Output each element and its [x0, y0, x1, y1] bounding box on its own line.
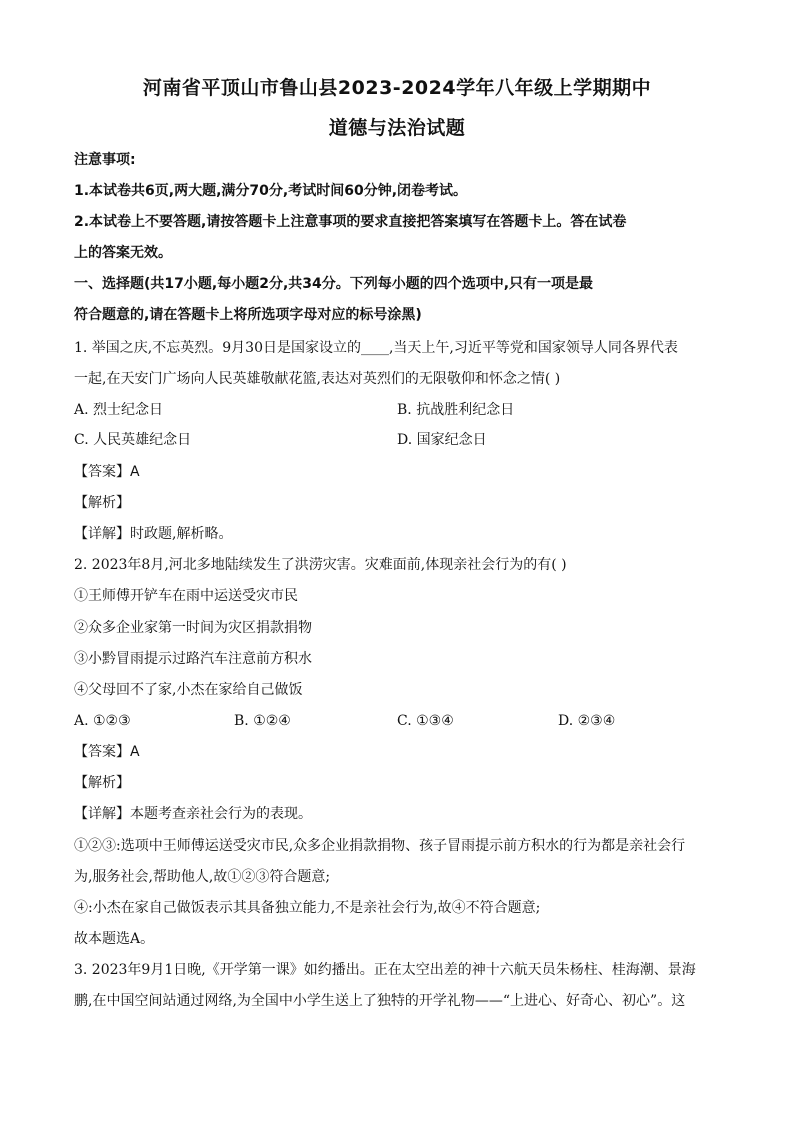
q2-option-a: A. ①②③	[74, 713, 131, 729]
q2-stem: 2. 2023年8月,河北多地陆续发生了洪涝灾害。灾难面前,体现亲社会行为的有( )	[74, 557, 567, 573]
notes-item-2a: 2.本试卷上不要答题,请按答题卡上注意事项的要求直接把答案填写在答题卡上。答在试卷	[74, 214, 627, 230]
q2-option-d: D. ②③④	[558, 713, 616, 729]
q1-option-a: A. 烈士纪念日	[74, 402, 164, 418]
exam-title-line1: 河南省平顶山市鲁山县2023-2024学年八年级上学期期中	[142, 77, 652, 99]
q2-explanation-1a: ①②③:选项中王师傅运送受灾市民,众多企业捐款捐物、孩子冒雨提示前方积水的行为都是亲社会行	[74, 838, 686, 854]
q2-option-c: C. ①③④	[397, 713, 454, 729]
q2-explanation-1b: 为,服务社会,帮助他人,故①②③符合题意;	[74, 869, 331, 885]
q2-statement-4: ④父母回不了家,小杰在家给自己做饭	[74, 682, 303, 698]
q2-conclusion: 故本题选A。	[74, 931, 155, 947]
q1-option-b: B. 抗战胜利纪念日	[397, 402, 515, 418]
q1-stem-b: 一起,在天安门广场向人民英雄敬献花篮,表达对英烈们的无限敬仰和怀念之情( )	[74, 371, 561, 387]
q1-detail: 【详解】时政题,解析略。	[74, 526, 233, 542]
q2-answer: 【答案】A	[74, 744, 140, 760]
q1-analysis-label: 【解析】	[74, 495, 130, 511]
q3-stem-b: 鹏,在中国空间站通过网络,为全国中小学生送上了独特的开学礼物——“上进心、好奇心、初心”。这	[74, 993, 686, 1009]
q1-option-c: C. 人民英雄纪念日	[74, 432, 192, 448]
q2-detail: 【详解】本题考查亲社会行为的表现。	[74, 806, 312, 822]
section-1-heading-b: 符合题意的,请在答题卡上将所选项字母对应的标号涂黑)	[74, 307, 422, 323]
q2-explanation-2: ④:小杰在家自己做饭表示其具备独立能力,不是亲社会行为,故④不符合题意;	[74, 900, 541, 916]
q2-statement-1: ①王师傅开铲车在雨中运送受灾市民	[74, 588, 298, 604]
exam-title-line2: 道德与法治试题	[328, 117, 466, 139]
section-1-heading-a: 一、选择题(共17小题,每小题2分,共34分。下列每小题的四个选项中,只有一项是最	[74, 276, 594, 292]
notes-heading: 注意事项:	[74, 152, 136, 168]
q1-answer: 【答案】A	[74, 464, 140, 480]
q1-stem-a: 1. 举国之庆,不忘英烈。9月30日是国家设立的____,当天上午,习近平等党和国家领导人同各界代表	[74, 340, 678, 356]
q2-statement-2: ②众多企业家第一时间为灾区捐款捐物	[74, 620, 312, 636]
q2-statement-3: ③小黔冒雨提示过路汽车注意前方积水	[74, 651, 312, 667]
notes-item-1: 1.本试卷共6页,两大题,满分70分,考试时间60分钟,闭卷考试。	[74, 183, 468, 199]
q2-option-b: B. ①②④	[234, 713, 291, 729]
q1-option-d: D. 国家纪念日	[397, 432, 487, 448]
notes-item-2b: 上的答案无效。	[74, 245, 172, 261]
q3-stem-a: 3. 2023年9月1日晚,《开学第一课》如约播出。正在太空出差的神十六航天员朱杨柱、桂海潮、景海	[74, 962, 696, 978]
q2-analysis-label: 【解析】	[74, 775, 130, 791]
